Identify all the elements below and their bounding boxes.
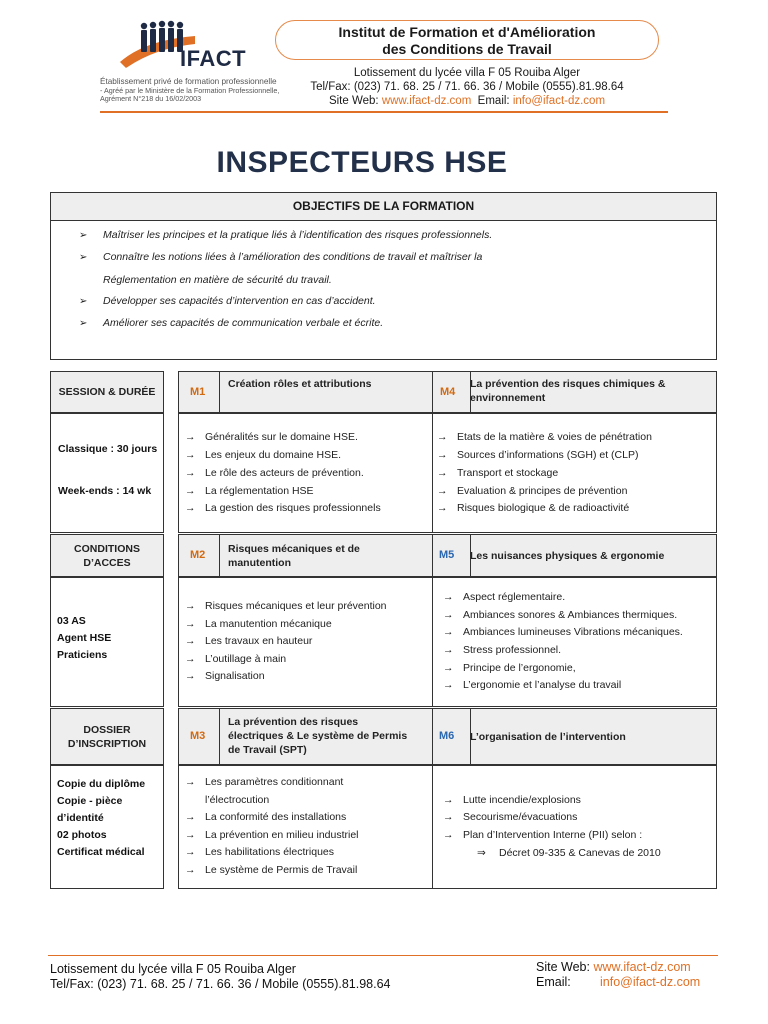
modules-m2-m5-heading: [178, 534, 717, 577]
module-title-m1: Création rôles et attributions: [228, 378, 372, 390]
list-item: → La gestion des risques professionnels: [185, 502, 381, 514]
column-divider: [432, 578, 433, 706]
list-item: → Plan d’Intervention Interne (PII) selon :: [443, 829, 643, 841]
module-code-m4: M4: [440, 386, 456, 398]
dossier-content-box: [50, 765, 164, 889]
module-title-m4: [470, 377, 665, 405]
bullet-icon: ➢: [79, 252, 88, 263]
condition-item: Agent HSE: [57, 632, 112, 644]
arrow-icon: →: [443, 591, 454, 603]
list-item: → Généralités sur le domaine HSE.: [185, 431, 358, 443]
module-code-m1: M1: [190, 386, 206, 398]
objectives-box: [50, 192, 717, 360]
institute-name-box: [275, 20, 659, 60]
arrow-icon: →: [437, 449, 448, 461]
list-item: → La réglementation HSE: [185, 485, 314, 497]
list-item: → Les habilitations électriques: [185, 846, 334, 858]
logo-subtitle: [100, 78, 300, 104]
header-email-link[interactable]: info@ifact-dz.com: [512, 95, 606, 107]
list-item: → Sources d’informations (SGH) et (CLP): [437, 449, 639, 461]
dossier-list: [57, 776, 145, 861]
module-title-m3-line2: électriques & Le système de Permis: [228, 730, 408, 742]
sub-list-item: ⇒ Décret 09-335 & Canevas de 2010: [477, 847, 661, 859]
arrow-icon: →: [185, 635, 196, 647]
arrow-icon: →: [443, 662, 454, 674]
column-divider: [432, 535, 433, 576]
module-code-m6: M6: [439, 730, 455, 742]
column-divider: [219, 709, 220, 764]
list-item: → La manutention mécanique: [185, 618, 332, 630]
module-title-m3-line3: de Travail (SPT): [228, 744, 307, 756]
footer-contact: [50, 962, 391, 992]
arrow-icon: →: [443, 679, 454, 691]
header-address: Lotissement du lycée villa F 05 Rouiba Alger: [353, 67, 581, 79]
dossier-item: d’identité: [57, 812, 104, 824]
list-item: → Les paramètres conditionnant: [185, 776, 344, 788]
list-item: → Ambiances sonores & Ambiances thermiques.: [443, 609, 678, 621]
footer-email-row: [536, 975, 700, 990]
dossier-item: 02 photos: [57, 829, 107, 841]
objective-line: Réglementation en matière de sécurité du travail.: [103, 274, 332, 286]
arrow-icon: →: [443, 829, 454, 841]
header-divider: [100, 111, 668, 113]
arrow-icon: →: [437, 502, 448, 514]
list-item: → La prévention en milieu industriel: [185, 829, 359, 841]
list-item: → Les travaux en hauteur: [185, 635, 313, 647]
arrow-icon: →: [185, 670, 196, 682]
module-code-m2: M2: [190, 549, 206, 561]
objectives-heading: OBJECTIFS DE LA FORMATION: [51, 193, 716, 221]
condition-item: Praticiens: [57, 649, 108, 661]
dossier-heading-line2: D’INSCRIPTION: [67, 738, 147, 750]
arrow-icon: →: [185, 811, 196, 823]
dossier-heading-line1: DOSSIER: [83, 724, 131, 736]
column-divider: [219, 372, 220, 412]
modules-m3-m6-heading: [178, 708, 717, 765]
module-title-m3: [228, 715, 407, 757]
arrow-icon: →: [185, 600, 196, 612]
arrow-icon: →: [443, 794, 454, 806]
arrow-icon: →: [185, 467, 196, 479]
objective-line: Maîtriser les principes et la pratique liés à l’identification des risques professionnels.: [103, 229, 493, 241]
dossier-item: Copie du diplôme: [57, 778, 146, 790]
module-title-m2-line2: manutention: [228, 557, 291, 569]
footer-site-row: [536, 960, 700, 975]
arrow-icon: →: [185, 449, 196, 461]
module-title-m2: [228, 542, 360, 570]
conditions-content-box: [50, 577, 164, 707]
list-item: → Etats de la matière & voies de pénétration: [437, 431, 652, 443]
column-divider: [432, 709, 433, 764]
session-heading: SESSION & DURÉE: [58, 386, 156, 398]
arrow-icon: →: [185, 618, 196, 630]
list-item: → Principe de l’ergonomie,: [443, 662, 576, 674]
arrow-icon: →: [185, 431, 196, 443]
module-title-m3-line1: La prévention des risques: [228, 716, 359, 728]
arrow-icon: →: [185, 485, 196, 497]
header-phone: Tel/Fax: (023) 71. 68. 25 / 71. 66. 36 / Mobile (0555).81.98.64: [310, 81, 624, 93]
footer-email-label: Email:: [536, 975, 571, 989]
footer-divider: [48, 955, 718, 956]
column-divider: [219, 535, 220, 576]
logo-sub-line3: Agrément N°218 du 16/02/2003: [100, 94, 202, 104]
logo-wordmark: IFACT: [180, 46, 247, 71]
arrow-icon: →: [185, 776, 196, 788]
arrow-icon: →: [185, 846, 196, 858]
module-title-m4-line2: environnement: [470, 392, 546, 404]
logo-sub-line2: - Agréé par le Ministère de la Formation Professionnelle,: [100, 85, 280, 95]
bullet-icon: ➢: [79, 318, 88, 329]
list-item: → L’outillage à main: [185, 653, 287, 665]
list-item: → Secourisme/évacuations: [443, 811, 578, 823]
conditions-heading: [51, 535, 163, 570]
list-item: → Risques mécaniques et leur prévention: [185, 600, 387, 612]
list-item: → Le système de Permis de Travail: [185, 864, 358, 876]
footer-address: Lotissement du lycée villa F 05 Rouiba Alger: [50, 962, 296, 976]
logo-sub-line1: Établissement privé de formation professionnelle: [100, 77, 277, 86]
arrow-icon: →: [437, 485, 448, 497]
list-item-continuation: l’électrocution: [205, 794, 270, 806]
session-weekends: Week-ends : 14 wk: [58, 485, 152, 497]
dossier-item: Copie - pièce: [57, 795, 123, 807]
bullet-icon: ➢: [79, 230, 88, 241]
list-item: → Evaluation & principes de prévention: [437, 485, 628, 497]
module-code-m5: M5: [439, 549, 455, 561]
list-item: → Les enjeux du domaine HSE.: [185, 449, 342, 461]
page-title: INSPECTEURS HSE: [216, 146, 508, 179]
footer-phone: Tel/Fax: (023) 71. 68. 25 / 71. 66. 36 / Mobile (0555).81.98.64: [50, 977, 391, 991]
footer-site-link[interactable]: www.ifact-dz.com: [593, 960, 691, 974]
module-title-m5: Les nuisances physiques & ergonomie: [470, 550, 665, 562]
list-item: → Signalisation: [185, 670, 265, 682]
modules-m1-m4-content: [178, 413, 717, 533]
arrow-icon: →: [185, 502, 196, 514]
list-item: → La conformité des installations: [185, 811, 347, 823]
condition-item: 03 AS: [57, 615, 86, 627]
modules-m1-m4-heading: [178, 371, 717, 413]
arrow-icon: →: [185, 864, 196, 876]
list-item: → Ambiances lumineuses Vibrations mécaniques.: [443, 626, 683, 638]
footer-email-link[interactable]: info@ifact-dz.com: [600, 975, 701, 989]
institute-line1: Institut de Formation et d'Amélioration: [338, 24, 596, 40]
arrow-icon: →: [437, 431, 448, 443]
arrow-icon: →: [437, 467, 448, 479]
footer-site-label: Site Web:: [536, 960, 590, 974]
arrow-icon: →: [443, 644, 454, 656]
header-site-label: Site Web:: [328, 95, 379, 107]
session-classique: Classique : 30 jours: [58, 443, 158, 455]
arrow-icon: →: [443, 626, 454, 638]
dossier-heading-box: [50, 708, 164, 765]
module-code-m3: M3: [190, 730, 206, 742]
objective-line: Améliorer ses capacités de communication verbale et écrite.: [103, 317, 384, 329]
conditions-heading-box: [50, 534, 164, 577]
header-site-link[interactable]: www.ifact-dz.com: [381, 95, 472, 107]
conditions-heading-line1: CONDITIONS: [74, 543, 140, 555]
arrow-icon: →: [185, 829, 196, 841]
footer-web: [536, 960, 700, 990]
list-item: → L’ergonomie et l’analyse du travail: [443, 679, 622, 691]
column-divider: [432, 766, 433, 888]
arrow-icon: →: [443, 811, 454, 823]
objective-line: Connaître les notions liées à l’amélioration des conditions de travail et maîtriser la: [103, 251, 483, 263]
conditions-list: [57, 613, 111, 664]
column-divider: [432, 372, 433, 412]
header-contact: [275, 66, 659, 108]
column-divider: [432, 414, 433, 532]
module-title-m6: L’organisation de l’intervention: [470, 731, 626, 743]
objective-line: Développer ses capacités d’intervention en cas d’accident.: [103, 295, 376, 307]
bullet-icon: ➢: [79, 296, 88, 307]
arrow-icon: →: [443, 609, 454, 621]
dossier-heading: [51, 709, 163, 751]
modules-m3-m6-content: [178, 765, 717, 889]
modules-m2-m5-content: [178, 577, 717, 707]
institute-line2: des Conditions de Travail: [382, 41, 552, 57]
dossier-item: Certificat médical: [57, 846, 145, 858]
module-title-m2-line1: Risques mécaniques et de: [228, 543, 360, 555]
session-content-box: [50, 413, 164, 533]
list-item: → Aspect réglementaire.: [443, 591, 566, 603]
header-email-label: Email:: [477, 95, 510, 107]
list-item: → Le rôle des acteurs de prévention.: [185, 467, 364, 479]
session-heading-box: [50, 371, 164, 413]
list-item: → Risques biologique & de radioactivité: [437, 502, 630, 514]
module-title-m4-line1: La prévention des risques chimiques &: [470, 378, 666, 390]
arrow-icon: →: [185, 653, 196, 665]
double-arrow-icon: ⇒: [477, 847, 486, 859]
list-item: → Lutte incendie/explosions: [443, 794, 581, 806]
conditions-heading-line2: D’ACCES: [83, 557, 131, 569]
header-web-email: [275, 94, 659, 108]
list-item: → Transport et stockage: [437, 467, 559, 479]
list-item: → Stress professionnel.: [443, 644, 562, 656]
